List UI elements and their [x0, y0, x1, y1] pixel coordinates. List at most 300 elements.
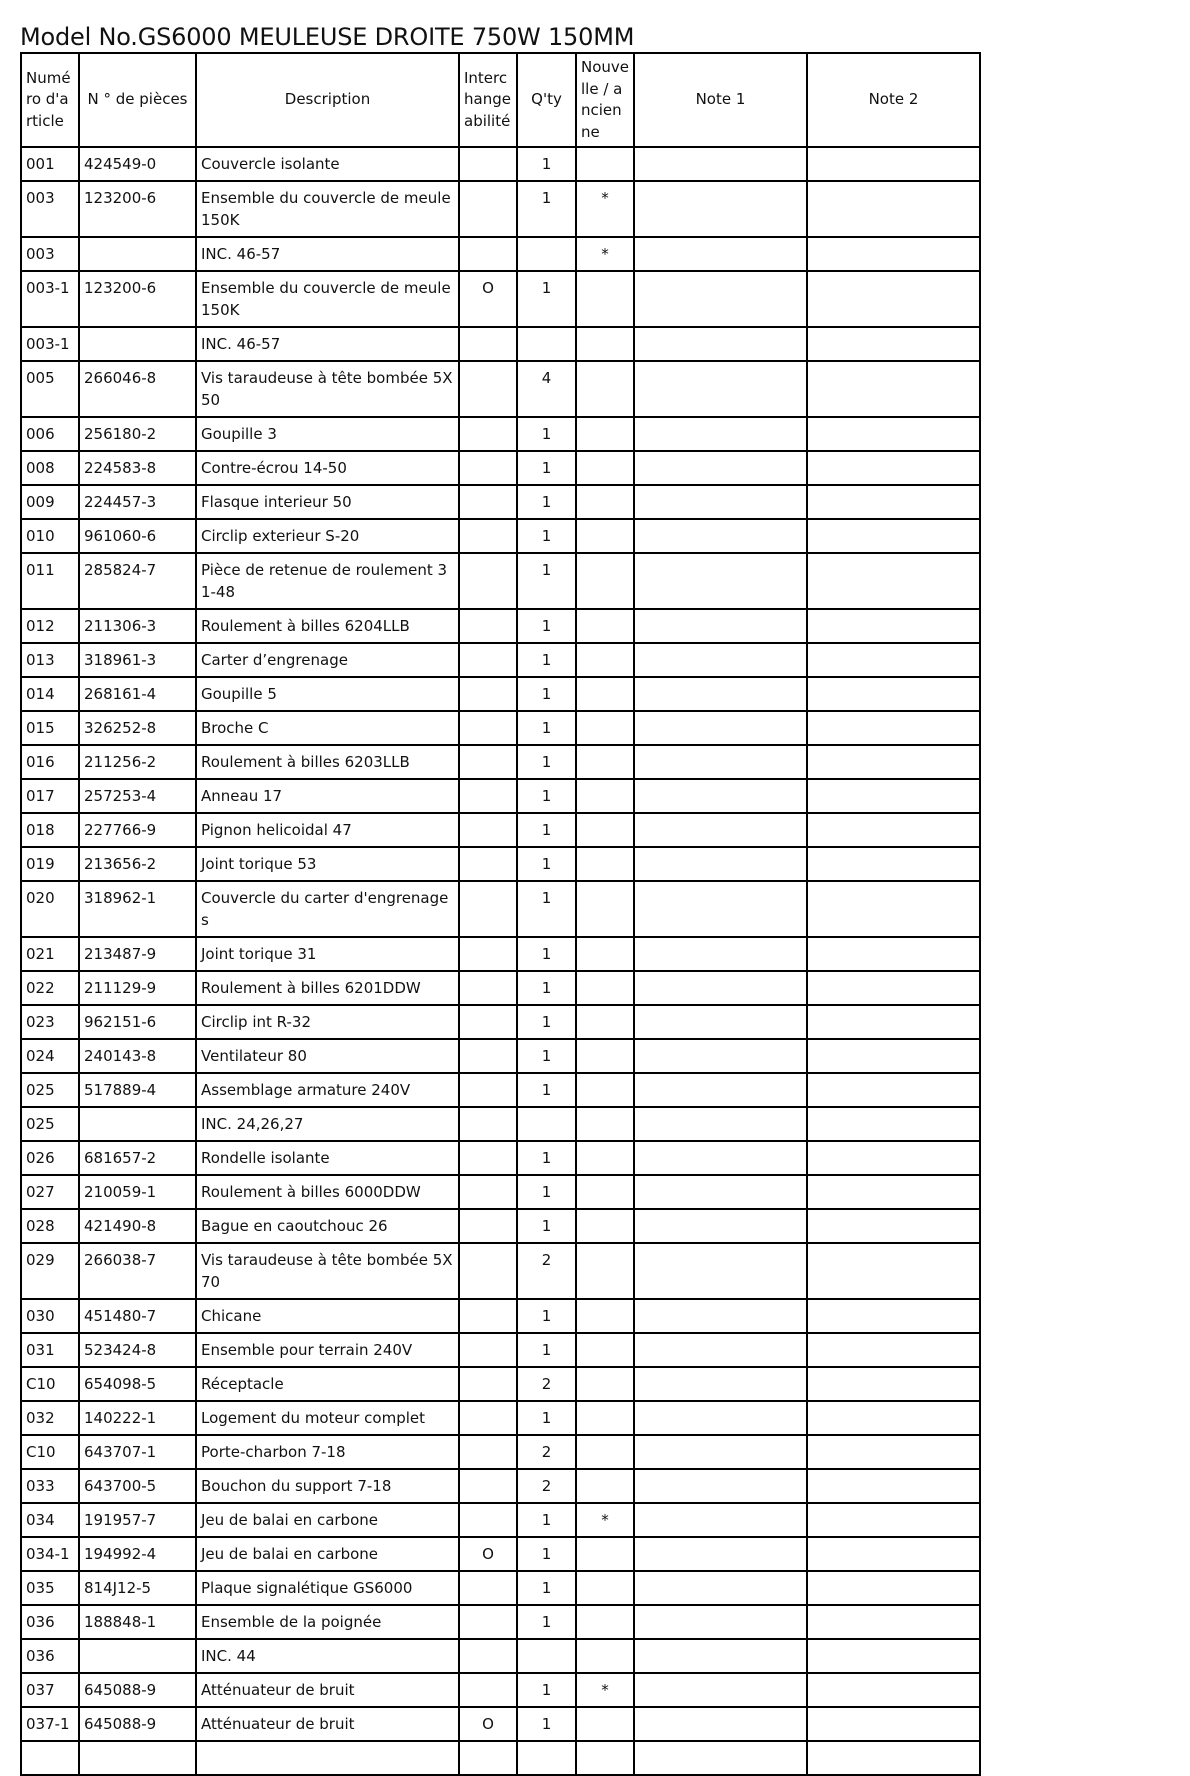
table-row [21, 1039, 980, 1073]
note-1-cell [634, 881, 807, 937]
description-cell: Ensemble du couvercle de meule 150K [196, 181, 459, 237]
part-number-cell: 140222-1 [79, 1401, 196, 1435]
interchangeability-cell [459, 1401, 517, 1435]
note-2-cell [807, 1435, 980, 1469]
note-2-cell [807, 485, 980, 519]
note-2-cell [807, 971, 980, 1005]
part-number-cell: 654098-5 [79, 1367, 196, 1401]
note-1-cell [634, 147, 807, 181]
note-2-cell [807, 1175, 980, 1209]
note-1-cell [634, 1537, 807, 1571]
note-1-cell [634, 519, 807, 553]
part-number-cell: 645088-9 [79, 1707, 196, 1741]
interchangeability-cell [459, 553, 517, 609]
table-row [21, 1707, 980, 1741]
description-cell: Atténuateur de bruit [196, 1707, 459, 1741]
note-2-cell [807, 1571, 980, 1605]
note-2-cell [807, 937, 980, 971]
note-2-cell [807, 1605, 980, 1639]
note-1-cell [634, 971, 807, 1005]
item-number-cell: 029 [21, 1243, 79, 1299]
description-cell: Anneau 17 [196, 779, 459, 813]
table-row [21, 1175, 980, 1209]
item-number-cell: 003 [21, 237, 79, 271]
quantity-cell: 1 [517, 881, 576, 937]
note-1-cell [634, 271, 807, 327]
empty-cell [517, 1741, 576, 1775]
quantity-cell: 1 [517, 1503, 576, 1537]
item-number-cell: 025 [21, 1107, 79, 1141]
item-number-cell: 008 [21, 451, 79, 485]
new-old-cell [576, 971, 634, 1005]
description-cell: Roulement à billes 6000DDW [196, 1175, 459, 1209]
quantity-cell: 1 [517, 1571, 576, 1605]
new-old-cell [576, 847, 634, 881]
note-1-cell [634, 1039, 807, 1073]
interchangeability-cell [459, 1333, 517, 1367]
empty-cell [79, 1741, 196, 1775]
quantity-cell [517, 237, 576, 271]
description-cell: Bouchon du support 7-18 [196, 1469, 459, 1503]
note-2-cell [807, 1073, 980, 1107]
part-number-cell: 814J12-5 [79, 1571, 196, 1605]
note-1-cell [634, 1469, 807, 1503]
table-row [21, 181, 980, 237]
table-row [21, 609, 980, 643]
interchangeability-cell [459, 937, 517, 971]
note-1-cell [634, 1673, 807, 1707]
table-row [21, 881, 980, 937]
quantity-cell: 1 [517, 1333, 576, 1367]
note-2-cell [807, 881, 980, 937]
part-number-cell: 424549-0 [79, 147, 196, 181]
quantity-cell: 1 [517, 745, 576, 779]
description-cell: Chicane [196, 1299, 459, 1333]
header-description: Description [196, 53, 459, 147]
new-old-cell: * [576, 237, 634, 271]
interchangeability-cell [459, 1209, 517, 1243]
table-row [21, 1141, 980, 1175]
part-number-cell: 318961-3 [79, 643, 196, 677]
interchangeability-cell [459, 361, 517, 417]
table-row [21, 361, 980, 417]
item-number-cell: 013 [21, 643, 79, 677]
item-number-cell: 033 [21, 1469, 79, 1503]
header-item-number: Numéro d'article [21, 53, 79, 147]
header-quantity: Q'ty [517, 53, 576, 147]
part-number-cell: 645088-9 [79, 1673, 196, 1707]
item-number-cell: 028 [21, 1209, 79, 1243]
table-row [21, 1639, 980, 1673]
quantity-cell: 1 [517, 147, 576, 181]
interchangeability-cell [459, 1503, 517, 1537]
part-number-cell: 123200-6 [79, 271, 196, 327]
table-row [21, 1073, 980, 1107]
interchangeability-cell [459, 1243, 517, 1299]
part-number-cell: 240143-8 [79, 1039, 196, 1073]
interchangeability-cell [459, 643, 517, 677]
item-number-cell: 003-1 [21, 327, 79, 361]
item-number-cell: 034 [21, 1503, 79, 1537]
part-number-cell: 213656-2 [79, 847, 196, 881]
table-row [21, 553, 980, 609]
note-2-cell [807, 1537, 980, 1571]
header-note-1: Note 1 [634, 53, 807, 147]
note-1-cell [634, 485, 807, 519]
note-1-cell [634, 1639, 807, 1673]
part-number-cell: 213487-9 [79, 937, 196, 971]
new-old-cell [576, 813, 634, 847]
note-1-cell [634, 609, 807, 643]
item-number-cell: 019 [21, 847, 79, 881]
item-number-cell: C10 [21, 1435, 79, 1469]
new-old-cell [576, 1175, 634, 1209]
new-old-cell [576, 553, 634, 609]
interchangeability-cell [459, 1435, 517, 1469]
item-number-cell: 026 [21, 1141, 79, 1175]
quantity-cell: 1 [517, 1175, 576, 1209]
table-row [21, 813, 980, 847]
quantity-cell: 1 [517, 643, 576, 677]
part-number-cell: 256180-2 [79, 417, 196, 451]
description-cell: Assemblage armature 240V [196, 1073, 459, 1107]
table-row [21, 1367, 980, 1401]
interchangeability-cell [459, 1673, 517, 1707]
note-1-cell [634, 1333, 807, 1367]
part-number-cell: 961060-6 [79, 519, 196, 553]
item-number-cell: 001 [21, 147, 79, 181]
part-number-cell: 643700-5 [79, 1469, 196, 1503]
header-part-number: N ° de pièces [79, 53, 196, 147]
quantity-cell: 1 [517, 1209, 576, 1243]
note-2-cell [807, 643, 980, 677]
part-number-cell [79, 327, 196, 361]
table-row [21, 1469, 980, 1503]
note-2-cell [807, 553, 980, 609]
new-old-cell [576, 271, 634, 327]
table-row [21, 677, 980, 711]
item-number-cell: 010 [21, 519, 79, 553]
table-row [21, 1435, 980, 1469]
new-old-cell [576, 1039, 634, 1073]
quantity-cell: 1 [517, 553, 576, 609]
note-2-cell [807, 779, 980, 813]
part-number-cell: 517889-4 [79, 1073, 196, 1107]
description-cell: Broche C [196, 711, 459, 745]
item-number-cell: 025 [21, 1073, 79, 1107]
header-interchangeability: Interchangeabilité [459, 53, 517, 147]
interchangeability-cell [459, 711, 517, 745]
interchangeability-cell [459, 609, 517, 643]
header-row [21, 53, 980, 147]
description-cell: Pignon helicoidal 47 [196, 813, 459, 847]
note-2-cell [807, 1209, 980, 1243]
note-1-cell [634, 181, 807, 237]
item-number-cell: 036 [21, 1605, 79, 1639]
note-1-cell [634, 1299, 807, 1333]
new-old-cell [576, 1107, 634, 1141]
interchangeability-cell [459, 147, 517, 181]
interchangeability-cell [459, 451, 517, 485]
part-number-cell [79, 1639, 196, 1673]
quantity-cell: 1 [517, 1537, 576, 1571]
table-row [21, 1605, 980, 1639]
note-1-cell [634, 361, 807, 417]
part-number-cell: 257253-4 [79, 779, 196, 813]
note-2-cell [807, 677, 980, 711]
interchangeability-cell [459, 1073, 517, 1107]
new-old-cell [576, 1367, 634, 1401]
table-row [21, 1537, 980, 1571]
item-number-cell: C10 [21, 1367, 79, 1401]
part-number-cell: 421490-8 [79, 1209, 196, 1243]
new-old-cell [576, 937, 634, 971]
note-1-cell [634, 327, 807, 361]
description-cell: Contre-écrou 14-50 [196, 451, 459, 485]
interchangeability-cell [459, 417, 517, 451]
part-number-cell: 266038-7 [79, 1243, 196, 1299]
new-old-cell [576, 1605, 634, 1639]
quantity-cell: 1 [517, 1005, 576, 1039]
quantity-cell: 1 [517, 609, 576, 643]
item-number-cell: 009 [21, 485, 79, 519]
item-number-cell: 016 [21, 745, 79, 779]
new-old-cell [576, 1707, 634, 1741]
interchangeability-cell [459, 779, 517, 813]
description-cell: INC. 44 [196, 1639, 459, 1673]
note-1-cell [634, 745, 807, 779]
interchangeability-cell [459, 327, 517, 361]
interchangeability-cell [459, 847, 517, 881]
table-row [21, 1401, 980, 1435]
note-2-cell [807, 1107, 980, 1141]
interchangeability-cell [459, 971, 517, 1005]
new-old-cell [576, 1005, 634, 1039]
quantity-cell: 1 [517, 271, 576, 327]
new-old-cell [576, 779, 634, 813]
description-cell: Couvercle isolante [196, 147, 459, 181]
new-old-cell: * [576, 181, 634, 237]
part-number-cell: 194992-4 [79, 1537, 196, 1571]
description-cell: Flasque interieur 50 [196, 485, 459, 519]
note-1-cell [634, 417, 807, 451]
table-row [21, 937, 980, 971]
description-cell: Joint torique 53 [196, 847, 459, 881]
description-cell: Circlip exterieur S-20 [196, 519, 459, 553]
empty-cell [21, 1741, 79, 1775]
part-number-cell: 451480-7 [79, 1299, 196, 1333]
interchangeability-cell [459, 485, 517, 519]
description-cell: Bague en caoutchouc 26 [196, 1209, 459, 1243]
interchangeability-cell [459, 745, 517, 779]
quantity-cell: 1 [517, 677, 576, 711]
item-number-cell: 036 [21, 1639, 79, 1673]
table-row [21, 1243, 980, 1299]
item-number-cell: 023 [21, 1005, 79, 1039]
description-cell: Rondelle isolante [196, 1141, 459, 1175]
quantity-cell: 2 [517, 1367, 576, 1401]
note-1-cell [634, 553, 807, 609]
table-row [21, 779, 980, 813]
item-number-cell: 034-1 [21, 1537, 79, 1571]
new-old-cell [576, 361, 634, 417]
interchangeability-cell [459, 813, 517, 847]
new-old-cell: * [576, 1673, 634, 1707]
interchangeability-cell [459, 1367, 517, 1401]
interchangeability-cell: O [459, 1707, 517, 1741]
note-1-cell [634, 1005, 807, 1039]
description-cell: Goupille 3 [196, 417, 459, 451]
part-number-cell: 681657-2 [79, 1141, 196, 1175]
interchangeability-cell: O [459, 1537, 517, 1571]
description-cell: Roulement à billes 6201DDW [196, 971, 459, 1005]
note-2-cell [807, 1673, 980, 1707]
description-cell: Roulement à billes 6204LLB [196, 609, 459, 643]
note-2-cell [807, 417, 980, 451]
header-new-old: Nouvelle / ancienne [576, 53, 634, 147]
interchangeability-cell [459, 1141, 517, 1175]
note-2-cell [807, 1141, 980, 1175]
item-number-cell: 035 [21, 1571, 79, 1605]
note-2-cell [807, 1243, 980, 1299]
note-2-cell [807, 1333, 980, 1367]
new-old-cell [576, 327, 634, 361]
part-number-cell: 285824-7 [79, 553, 196, 609]
note-1-cell [634, 711, 807, 745]
description-cell: Joint torique 31 [196, 937, 459, 971]
description-cell: INC. 24,26,27 [196, 1107, 459, 1141]
item-number-cell: 037 [21, 1673, 79, 1707]
new-old-cell [576, 745, 634, 779]
table-row [21, 971, 980, 1005]
table-row [21, 711, 980, 745]
quantity-cell: 2 [517, 1469, 576, 1503]
table-row [21, 485, 980, 519]
item-number-cell: 032 [21, 1401, 79, 1435]
part-number-cell: 227766-9 [79, 813, 196, 847]
interchangeability-cell [459, 1005, 517, 1039]
part-number-cell [79, 237, 196, 271]
new-old-cell [576, 1073, 634, 1107]
description-cell: Ensemble de la poignée [196, 1605, 459, 1639]
quantity-cell: 1 [517, 971, 576, 1005]
quantity-cell: 2 [517, 1435, 576, 1469]
table-row [21, 1107, 980, 1141]
description-cell: Plaque signalétique GS6000 [196, 1571, 459, 1605]
new-old-cell [576, 1299, 634, 1333]
note-1-cell [634, 643, 807, 677]
table-row [21, 1209, 980, 1243]
item-number-cell: 006 [21, 417, 79, 451]
quantity-cell: 1 [517, 1073, 576, 1107]
description-cell: Ensemble pour terrain 240V [196, 1333, 459, 1367]
note-2-cell [807, 327, 980, 361]
description-cell: Vis taraudeuse à tête bombée 5X50 [196, 361, 459, 417]
note-1-cell [634, 1243, 807, 1299]
table-row [21, 451, 980, 485]
quantity-cell: 1 [517, 779, 576, 813]
parts-table [20, 52, 981, 1776]
item-number-cell: 003 [21, 181, 79, 237]
item-number-cell: 017 [21, 779, 79, 813]
part-number-cell: 211129-9 [79, 971, 196, 1005]
interchangeability-cell [459, 1175, 517, 1209]
item-number-cell: 037-1 [21, 1707, 79, 1741]
quantity-cell: 1 [517, 847, 576, 881]
description-cell: INC. 46-57 [196, 327, 459, 361]
part-number-cell: 962151-6 [79, 1005, 196, 1039]
note-2-cell [807, 711, 980, 745]
part-number-cell: 266046-8 [79, 361, 196, 417]
description-cell: Couvercle du carter d'engrenages [196, 881, 459, 937]
note-1-cell [634, 1401, 807, 1435]
part-number-cell: 268161-4 [79, 677, 196, 711]
table-row [21, 519, 980, 553]
new-old-cell [576, 417, 634, 451]
description-cell: INC. 46-57 [196, 237, 459, 271]
quantity-cell: 1 [517, 1673, 576, 1707]
note-1-cell [634, 1707, 807, 1741]
empty-cell [807, 1741, 980, 1775]
note-1-cell [634, 1435, 807, 1469]
new-old-cell [576, 1141, 634, 1175]
note-2-cell [807, 745, 980, 779]
new-old-cell [576, 1243, 634, 1299]
table-row [21, 1673, 980, 1707]
new-old-cell [576, 1401, 634, 1435]
quantity-cell: 1 [517, 1401, 576, 1435]
description-cell: Logement du moteur complet [196, 1401, 459, 1435]
item-number-cell: 027 [21, 1175, 79, 1209]
interchangeability-cell [459, 237, 517, 271]
note-2-cell [807, 451, 980, 485]
quantity-cell: 1 [517, 1707, 576, 1741]
item-number-cell: 030 [21, 1299, 79, 1333]
note-2-cell [807, 1005, 980, 1039]
item-number-cell: 022 [21, 971, 79, 1005]
description-cell: Réceptacle [196, 1367, 459, 1401]
quantity-cell [517, 1107, 576, 1141]
parts-table-body [21, 147, 980, 1775]
table-row [21, 847, 980, 881]
description-cell: Ensemble du couvercle de meule 150K [196, 271, 459, 327]
quantity-cell: 1 [517, 937, 576, 971]
quantity-cell: 1 [517, 1299, 576, 1333]
new-old-cell [576, 1333, 634, 1367]
part-number-cell: 210059-1 [79, 1175, 196, 1209]
item-number-cell: 018 [21, 813, 79, 847]
item-number-cell: 024 [21, 1039, 79, 1073]
note-2-cell [807, 847, 980, 881]
note-1-cell [634, 677, 807, 711]
part-number-cell: 211256-2 [79, 745, 196, 779]
note-2-cell [807, 1039, 980, 1073]
description-cell: Carter d’engrenage [196, 643, 459, 677]
item-number-cell: 011 [21, 553, 79, 609]
empty-cell [576, 1741, 634, 1775]
description-cell: Porte-charbon 7-18 [196, 1435, 459, 1469]
note-1-cell [634, 237, 807, 271]
part-number-cell: 224457-3 [79, 485, 196, 519]
table-row [21, 1333, 980, 1367]
new-old-cell: * [576, 1503, 634, 1537]
item-number-cell: 012 [21, 609, 79, 643]
quantity-cell: 1 [517, 181, 576, 237]
quantity-cell: 1 [517, 1605, 576, 1639]
quantity-cell: 1 [517, 1039, 576, 1073]
part-number-cell: 318962-1 [79, 881, 196, 937]
note-2-cell [807, 813, 980, 847]
